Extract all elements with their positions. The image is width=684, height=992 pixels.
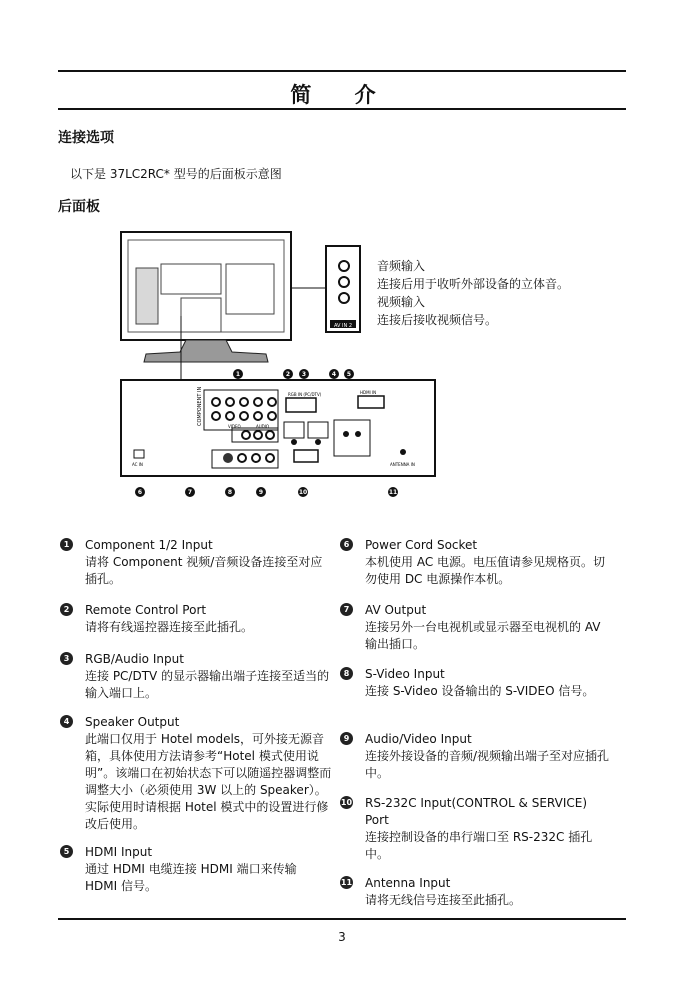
intro-text: 以下是 37LC2RC* 型号的后面板示意图 — [70, 167, 282, 181]
callout-1: 1 — [60, 538, 73, 551]
side-av-in2 — [326, 246, 360, 332]
audio-in-title: 音频输入 — [377, 259, 426, 273]
svg-text:1: 1 — [235, 371, 241, 378]
item-4 — [60, 714, 332, 833]
item-head: AV Output — [365, 603, 427, 617]
item-3 — [60, 651, 332, 702]
av-in2-label: AV IN 2 — [333, 323, 353, 329]
title-rule — [58, 108, 626, 110]
item-head: RGB/Audio Input — [85, 652, 184, 666]
svg-text:10: 10 — [298, 489, 308, 496]
tv-stand — [144, 340, 268, 362]
component-label: COMPONENT IN — [197, 386, 203, 426]
page-number: 3 — [338, 930, 346, 944]
callout-11: 11 — [340, 878, 353, 887]
svg-text:ANTENNA IN: ANTENNA IN — [390, 462, 415, 467]
svg-text:6: 6 — [137, 489, 143, 496]
video-in-title: 视频输入 — [377, 295, 426, 309]
item-desc: 本机使用 AC 电源。电压值请参见规格页。切勿使用 DC 电源操作本机。 — [365, 555, 606, 586]
item-head: Antenna Input — [365, 876, 451, 890]
item-11 — [340, 875, 612, 909]
item-head: Remote Control Port — [85, 603, 207, 617]
item-desc: 通过 HDMI 电缆连接 HDMI 端口来传输 HDMI 信号。 — [85, 862, 297, 893]
svg-text:3: 3 — [301, 371, 307, 378]
item-head: S-Video Input — [365, 667, 445, 681]
callout-4: 4 — [60, 715, 73, 728]
callout-9: 9 — [340, 732, 353, 745]
item-9 — [340, 731, 612, 782]
section-heading: 连接选项 — [58, 130, 114, 146]
svg-text:HDMI IN: HDMI IN — [360, 390, 377, 395]
callout-8: 8 — [340, 667, 353, 680]
callout-2: 2 — [60, 603, 73, 616]
svg-text:9: 9 — [258, 489, 264, 496]
item-8 — [340, 666, 612, 700]
item-head: Component 1/2 Input — [85, 538, 213, 552]
video-in-desc: 连接后接收视频信号。 — [377, 313, 498, 327]
item-head: HDMI Input — [85, 845, 153, 859]
item-head: RS-232C Input(CONTROL & SERVICE) Port — [365, 796, 587, 827]
svg-text:7: 7 — [187, 489, 193, 496]
item-5 — [60, 844, 332, 895]
svg-text:5: 5 — [346, 371, 352, 378]
item-7 — [340, 602, 612, 653]
callout-10: 10 — [340, 798, 353, 807]
item-desc: 请将有线遥控器连接至此插孔。 — [85, 620, 254, 634]
item-head: Power Cord Socket — [365, 538, 478, 552]
item-desc: 此端口仅用于 Hotel models，可外接无源音箱，具体使用方法请参考“Hotel 模式使用说明”。该端口在初始状态下可以随遥控器调整而调整大小（必须使用 3W 以上的 Speaker）。实际使用时请根据 Hotel 模式中的设置进行修改后使用。 — [85, 732, 332, 831]
item-2 — [60, 602, 332, 636]
item-desc: 连接 S-Video 设备输出的 S-VIDEO 信号。 — [365, 684, 595, 698]
callout-5: 5 — [60, 845, 73, 858]
page-title: 简 介 — [290, 83, 394, 107]
item-head: Speaker Output — [85, 715, 180, 729]
svg-text:AC IN: AC IN — [132, 462, 143, 467]
item-10 — [340, 795, 612, 863]
svg-text:2: 2 — [285, 371, 291, 378]
svg-text:8: 8 — [227, 489, 233, 496]
top-rule — [58, 70, 626, 72]
item-head: Audio/Video Input — [365, 732, 472, 746]
item-desc: 连接控制设备的串行端口至 RS-232C 插孔中。 — [365, 830, 593, 861]
item-desc: 请将 Component 视频/音频设备连接至对应插孔。 — [85, 555, 323, 586]
item-desc: 连接外接设备的音频/视频输出端子至对应插孔中。 — [365, 749, 610, 780]
panel-heading: 后面板 — [58, 199, 100, 215]
item-1 — [60, 537, 332, 588]
svg-text:AUDIO: AUDIO — [256, 424, 270, 429]
svg-text:4: 4 — [331, 371, 337, 378]
bottom-rule — [58, 918, 626, 920]
item-6 — [340, 537, 612, 588]
item-desc: 请将无线信号连接至此插孔。 — [365, 893, 522, 907]
side-panel-text — [377, 257, 569, 329]
item-desc: 连接 PC/DTV 的显示器输出端子连接至适当的输入端口上。 — [85, 669, 330, 700]
callout-7: 7 — [340, 603, 353, 616]
callout-6: 6 — [340, 538, 353, 551]
svg-text:RGB IN (PC/DTV): RGB IN (PC/DTV) — [288, 392, 322, 397]
svg-text:11: 11 — [388, 489, 398, 496]
audio-in-desc: 连接后用于收听外部设备的立体音。 — [377, 277, 570, 291]
svg-text:VIDEO: VIDEO — [228, 424, 241, 429]
item-desc: 连接另外一台电视机或显示器至电视机的 AV 输出插口。 — [365, 620, 601, 651]
callout-3: 3 — [60, 652, 73, 665]
